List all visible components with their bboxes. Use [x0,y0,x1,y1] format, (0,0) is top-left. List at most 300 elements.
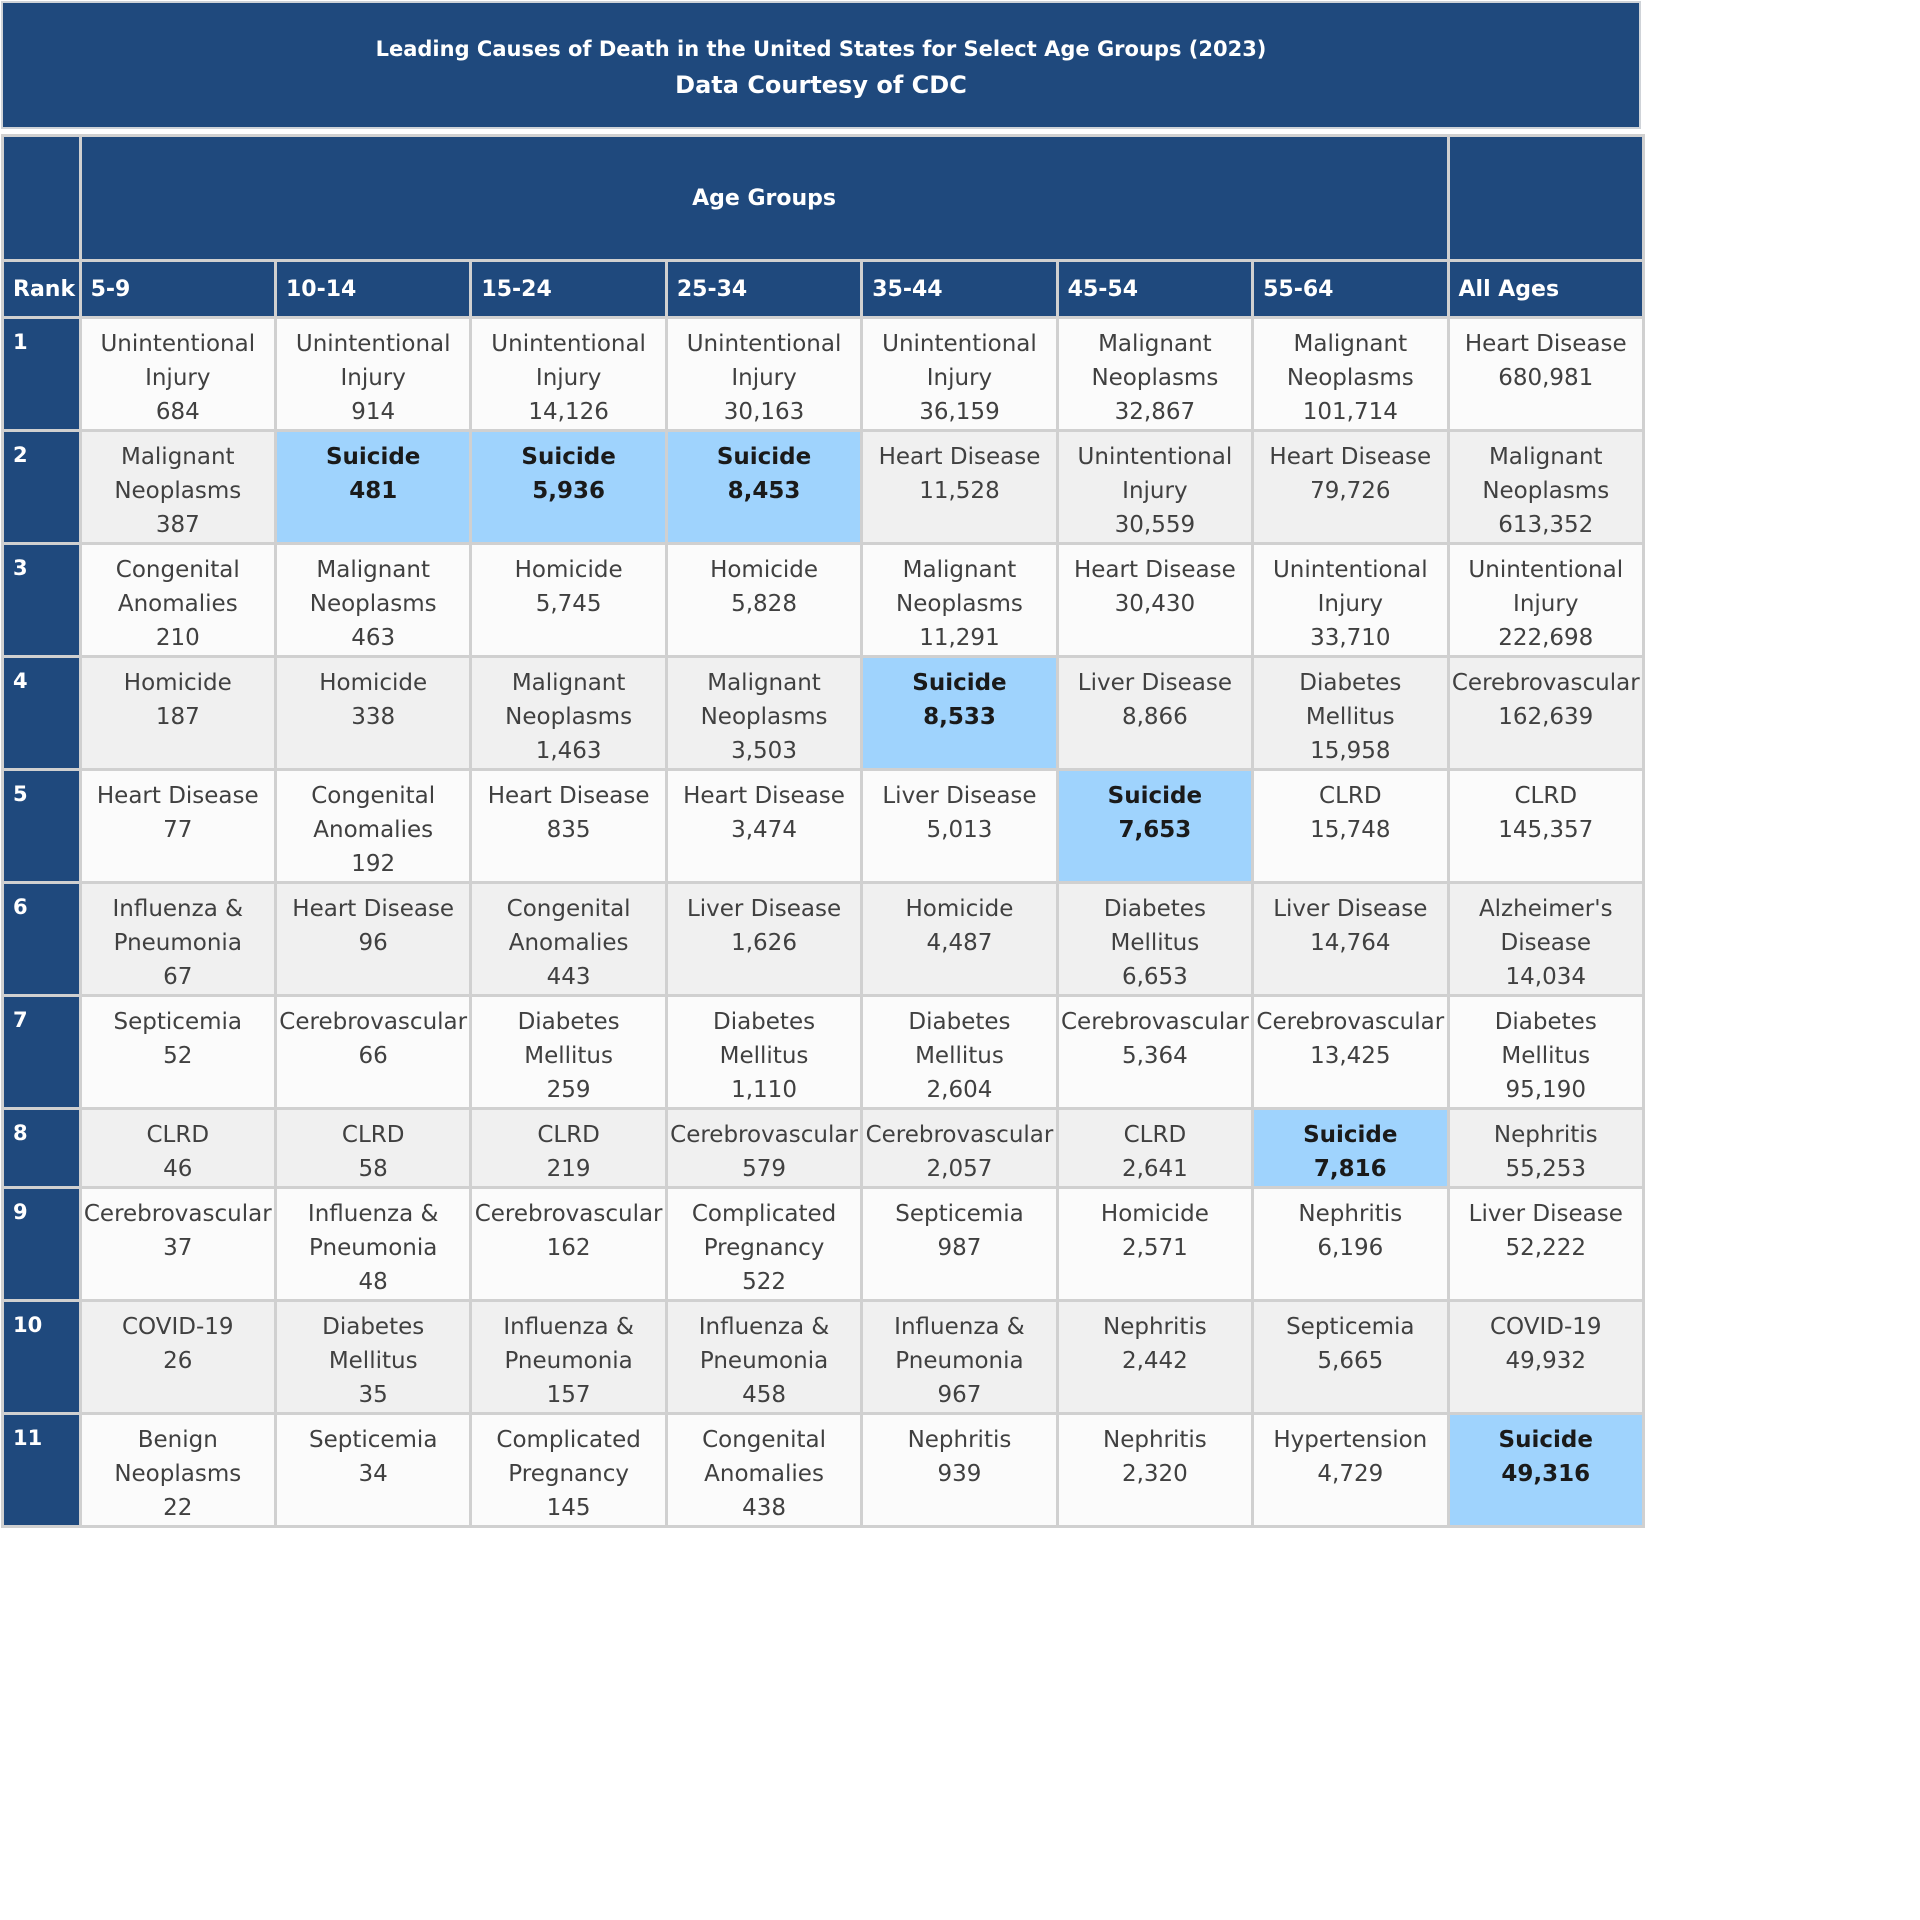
cause-label: Suicide [716,444,812,470]
table-cell [1057,657,1252,770]
table-cell [471,1188,666,1301]
table-cell [862,1414,1057,1527]
table-row [3,544,1644,657]
causes-of-death-table [1,134,1645,1528]
death-count: 32,867 [1114,399,1196,425]
rank-cell: 3 [3,544,81,657]
death-count: 5,364 [1121,1043,1188,1069]
table-cell [1057,431,1252,544]
cause-label: Suicide [1303,1122,1398,1148]
table-row [3,996,1644,1109]
column-header: 15-24 [471,261,666,318]
table-cell [666,1414,861,1527]
cause-label: Septicemia [308,1427,438,1453]
age-groups-header: Age Groups [80,136,1448,261]
death-count: 387 [155,512,200,538]
cause-label: Diabetes Mellitus [908,1009,1011,1069]
table-cell [1057,996,1252,1109]
table-cell [666,996,861,1109]
death-count: 4,729 [1317,1461,1384,1487]
cause-label: Suicide [325,444,421,470]
column-header: 10-14 [275,261,470,318]
table-cell [666,1188,861,1301]
table-cell [1253,1414,1448,1527]
cause-label: Unintentional Injury [295,331,451,391]
table-cell [1448,544,1643,657]
table-cell [80,1301,275,1414]
death-count: 48 [358,1269,388,1295]
table-cell [275,1188,470,1301]
table-cell [1253,770,1448,883]
death-count: 8,453 [727,478,801,504]
cause-label: Unintentional Injury [1468,557,1624,617]
death-count: 2,442 [1121,1348,1188,1374]
death-count: 67 [163,964,193,990]
cause-label: Malignant Neoplasms [700,670,828,730]
table-cell [1448,1188,1643,1301]
table-cell [862,318,1057,431]
table-cell [1253,544,1448,657]
table-cell [1448,657,1643,770]
death-count: 30,163 [723,399,805,425]
cause-label: Septicemia [895,1201,1024,1227]
group-header-row [3,136,1644,261]
cause-label: CLRD [1514,783,1578,809]
table-cell [1253,1188,1448,1301]
cause-label: Cerebrovascular [670,1122,858,1148]
table-cell [666,770,861,883]
table-cell [471,657,666,770]
table-cell [1448,1109,1643,1188]
table-cell [666,1301,861,1414]
table-cell [471,770,666,883]
table-cell [80,770,275,883]
death-count: 458 [742,1382,786,1408]
death-count: 66 [358,1043,388,1069]
cause-label: COVID-19 [1489,1314,1602,1340]
table-cell [666,544,861,657]
cause-label: Influenza & Pneumonia [503,1314,634,1374]
death-count: 259 [546,1077,591,1103]
cause-label: Cerebrovascular [865,1122,1054,1148]
table-cell [275,883,470,996]
table-cell [862,431,1057,544]
death-count: 33,710 [1310,625,1391,651]
highlighted-table-cell [862,657,1057,770]
table-cell [1448,883,1643,996]
cause-label: Liver Disease [1077,670,1232,696]
table-cell [862,770,1057,883]
table-cell [275,1414,470,1527]
cause-label: Cerebrovascular [474,1201,663,1227]
death-count: 680,981 [1498,365,1594,391]
death-count: 443 [546,964,591,990]
table-cell [275,1301,470,1414]
death-count: 222,698 [1498,625,1594,651]
death-count: 49,316 [1501,1461,1591,1487]
cause-label: Malignant Neoplasms [309,557,437,617]
cause-label: Nephritis [907,1427,1012,1453]
death-count: 6,653 [1121,964,1188,990]
death-count: 438 [742,1495,786,1521]
cause-label: Heart Disease [878,444,1041,470]
table-cell [1057,1414,1252,1527]
death-count: 157 [546,1382,591,1408]
cause-label: Unintentional Injury [100,331,256,391]
cause-label: CLRD [1319,783,1382,809]
death-count: 15,958 [1310,738,1391,764]
cause-label: Homicide [905,896,1014,922]
highlighted-table-cell [471,431,666,544]
rank-cell: 1 [3,318,81,431]
death-count: 4,487 [926,930,993,956]
cause-label: Unintentional Injury [1077,444,1233,504]
cause-label: Heart Disease [487,783,650,809]
cause-label: Heart Disease [292,896,455,922]
highlighted-table-cell [1253,1109,1448,1188]
death-count: 5,013 [926,817,993,843]
death-count: 37 [163,1235,193,1261]
death-count: 1,463 [535,738,602,764]
cause-label: Homicide [123,670,232,696]
death-count: 3,503 [731,738,797,764]
column-header: All Ages [1448,261,1643,318]
death-count: 987 [937,1235,982,1261]
death-count: 8,533 [923,704,996,730]
table-cell [1253,431,1448,544]
rank-cell: 7 [3,996,81,1109]
death-count: 613,352 [1498,512,1594,538]
death-count: 684 [155,399,200,425]
title-banner [1,1,1641,129]
rank-cell: 11 [3,1414,81,1527]
table-cell [471,1301,666,1414]
cause-label: Malignant Neoplasms [505,670,633,730]
death-count: 77 [163,817,193,843]
cause-label: Hypertension [1273,1427,1428,1453]
cause-label: Cerebrovascular [83,1201,272,1227]
table-cell [1057,1301,1252,1414]
death-count: 34 [358,1461,388,1487]
cause-label: Influenza & Pneumonia [894,1314,1025,1374]
cause-label: Liver Disease [686,896,842,922]
cause-label: Heart Disease [1269,444,1432,470]
cause-label: Diabetes Mellitus [1494,1009,1597,1069]
highlighted-table-cell [1448,1414,1643,1527]
death-count: 5,665 [1317,1348,1384,1374]
cause-label: Homicide [514,557,623,583]
cause-label: Liver Disease [882,783,1037,809]
cause-label: Suicide [521,444,616,470]
rank-cell: 2 [3,431,81,544]
death-count: 101,714 [1302,399,1398,425]
cause-label: CLRD [537,1122,600,1148]
death-count: 52,222 [1505,1235,1586,1261]
table-cell [275,544,470,657]
cause-label: Nephritis [1102,1427,1207,1453]
death-count: 967 [937,1382,982,1408]
death-count: 2,057 [926,1156,993,1182]
death-count: 49,932 [1505,1348,1586,1374]
death-count: 26 [163,1348,193,1374]
death-count: 79,726 [1310,478,1391,504]
death-count: 58 [358,1156,388,1182]
column-header: 55-64 [1253,261,1448,318]
cause-label: Suicide [1107,783,1203,809]
death-count: 192 [351,851,396,877]
table-cell [666,1109,861,1188]
table-row [3,657,1644,770]
death-count: 6,196 [1317,1235,1384,1261]
table-cell [1057,544,1252,657]
table-body [3,318,1644,1527]
death-count: 338 [351,704,396,730]
cause-label: Alzheimer's Disease [1478,896,1613,956]
table-cell [1057,1109,1252,1188]
table-cell [1057,883,1252,996]
table-cell [275,770,470,883]
death-count: 2,604 [926,1077,993,1103]
cause-label: Influenza & Pneumonia [112,896,244,956]
cause-label: Nephritis [1102,1314,1207,1340]
table-cell [471,1414,666,1527]
cause-label: Homicide [319,670,428,696]
table-cell [275,1109,470,1188]
table-cell [275,657,470,770]
table-cell [80,883,275,996]
cause-label: Heart Disease [1073,557,1236,583]
table-cell [471,883,666,996]
table-cell [666,883,861,996]
cause-label: Suicide [912,670,1007,696]
highlighted-table-cell [1057,770,1252,883]
table-row [3,318,1644,431]
table-cell [1448,1301,1643,1414]
cause-label: Complicated Pregnancy [691,1201,837,1261]
rank-cell: 8 [3,1109,81,1188]
cause-label: Congenital Anomalies [311,783,436,843]
table-cell [1448,431,1643,544]
death-count: 145 [546,1495,591,1521]
table-row [3,770,1644,883]
rank-cell: 5 [3,770,81,883]
cause-label: Benign Neoplasms [114,1427,242,1487]
table-cell [80,1109,275,1188]
cause-label: Congenital Anomalies [115,557,240,617]
table-cell [471,318,666,431]
table-cell [80,996,275,1109]
cause-label: CLRD [1123,1122,1187,1148]
rank-header: Rank [3,261,81,318]
death-count: 22 [163,1495,193,1521]
table-cell [1448,770,1643,883]
death-count: 96 [358,930,388,956]
table-cell [80,544,275,657]
death-count: 11,291 [919,625,1000,651]
death-count: 145,357 [1498,817,1594,843]
cause-label: Malignant Neoplasms [1091,331,1219,391]
death-count: 2,641 [1121,1156,1188,1182]
rank-cell: 4 [3,657,81,770]
group-header-blank-left [3,136,81,261]
column-header: 45-54 [1057,261,1252,318]
death-count: 11,528 [919,478,1000,504]
death-count: 2,571 [1121,1235,1188,1261]
death-count: 939 [937,1461,982,1487]
table-cell [275,996,470,1109]
group-header-blank-right [1448,136,1643,261]
cause-label: Unintentional Injury [1272,557,1428,617]
cause-label: Diabetes Mellitus [712,1009,816,1069]
table-cell [80,1414,275,1527]
rank-cell: 6 [3,883,81,996]
death-count: 35 [358,1382,388,1408]
death-count: 5,936 [532,478,605,504]
cause-label: Diabetes Mellitus [517,1009,620,1069]
cause-label: Unintentional Injury [882,331,1037,391]
cause-label: Cerebrovascular [1256,1009,1445,1035]
table-cell [862,883,1057,996]
death-count: 3,474 [731,817,797,843]
column-header: 35-44 [862,261,1057,318]
death-count: 7,816 [1313,1156,1387,1182]
death-count: 162,639 [1498,704,1594,730]
cause-label: Heart Disease [1464,331,1627,357]
table-cell [471,544,666,657]
column-header: 25-34 [666,261,861,318]
page-title: Leading Causes of Death in the United States for Select Age Groups (2023) [375,37,1267,61]
death-count: 162 [546,1235,591,1261]
cause-label: Liver Disease [1273,896,1428,922]
cause-label: Malignant Neoplasms [896,557,1023,617]
cause-label: Homicide [710,557,819,583]
death-count: 835 [546,817,591,843]
table-cell [80,318,275,431]
death-count: 2,320 [1121,1461,1188,1487]
cause-label: Unintentional Injury [491,331,646,391]
death-count: 52 [163,1043,193,1069]
highlighted-table-cell [275,431,470,544]
death-count: 5,828 [731,591,797,617]
table-cell [1057,318,1252,431]
highlighted-table-cell [666,431,861,544]
cause-label: Cerebrovascular [279,1009,468,1035]
cause-label: CLRD [341,1122,405,1148]
cause-label: Liver Disease [1468,1201,1623,1227]
cause-label: CLRD [146,1122,210,1148]
table-row [3,1109,1644,1188]
cause-label: Nephritis [1298,1201,1403,1227]
cause-label: Congenital Anomalies [506,896,631,956]
table-row [3,1414,1644,1527]
death-count: 7,653 [1118,817,1192,843]
table-cell [862,1301,1057,1414]
table-cell [862,544,1057,657]
table-cell [471,996,666,1109]
death-count: 187 [155,704,200,730]
table-cell [1057,1188,1252,1301]
table-cell [666,657,861,770]
cause-label: Cerebrovascular [1060,1009,1249,1035]
table-cell [862,1109,1057,1188]
cause-label: Diabetes Mellitus [322,1314,425,1374]
death-count: 219 [546,1156,591,1182]
death-count: 95,190 [1505,1077,1586,1103]
table-cell [471,1109,666,1188]
table-cell [275,318,470,431]
cause-label: Malignant Neoplasms [1482,444,1610,504]
death-count: 14,764 [1310,930,1391,956]
table-cell [862,1188,1057,1301]
death-count: 210 [155,625,200,651]
table-cell [1253,883,1448,996]
table-cell [1253,318,1448,431]
table-cell [80,657,275,770]
table-row [3,431,1644,544]
death-count: 914 [351,399,396,425]
rank-cell: 10 [3,1301,81,1414]
death-count: 36,159 [919,399,1000,425]
cause-label: Unintentional Injury [686,331,842,391]
cause-label: Malignant Neoplasms [114,444,242,504]
cause-label: Heart Disease [683,783,845,809]
cause-label: Influenza & Pneumonia [307,1201,439,1261]
cause-label: Influenza & Pneumonia [698,1314,830,1374]
cause-label: Nephritis [1493,1122,1598,1148]
table-cell [666,318,861,431]
death-count: 46 [163,1156,193,1182]
table-cell [1253,657,1448,770]
cause-label: Heart Disease [96,783,259,809]
death-count: 579 [742,1156,786,1182]
table-cell [1448,996,1643,1109]
death-count: 463 [351,625,396,651]
table-cell [80,1188,275,1301]
death-count: 14,126 [528,399,609,425]
death-count: 55,253 [1505,1156,1586,1182]
cause-label: Complicated Pregnancy [496,1427,641,1487]
cause-label: Congenital Anomalies [702,1427,826,1487]
death-count: 522 [742,1269,786,1295]
table-row [3,1188,1644,1301]
cause-label: Septicemia [113,1009,242,1035]
page-subtitle: Data Courtesy of CDC [675,71,967,99]
table-row [3,1301,1644,1414]
cause-label: Cerebrovascular [1451,670,1640,696]
table-cell [1448,318,1643,431]
cause-label: Diabetes Mellitus [1103,896,1206,956]
column-header-row [3,261,1644,318]
death-count: 30,430 [1114,591,1196,617]
rank-cell: 9 [3,1188,81,1301]
death-count: 13,425 [1310,1043,1391,1069]
death-count: 1,626 [731,930,797,956]
cause-label: COVID-19 [121,1314,234,1340]
death-count: 5,745 [535,591,602,617]
cause-label: Suicide [1498,1427,1593,1453]
death-count: 15,748 [1310,817,1391,843]
cause-label: Homicide [1100,1201,1209,1227]
death-count: 14,034 [1505,964,1586,990]
table-row [3,883,1644,996]
cause-label: Septicemia [1286,1314,1415,1340]
table-cell [80,431,275,544]
cause-label: Diabetes Mellitus [1299,670,1402,730]
column-header: 5-9 [80,261,275,318]
table-cell [1253,1301,1448,1414]
death-count: 30,559 [1114,512,1196,538]
death-count: 8,866 [1121,704,1188,730]
